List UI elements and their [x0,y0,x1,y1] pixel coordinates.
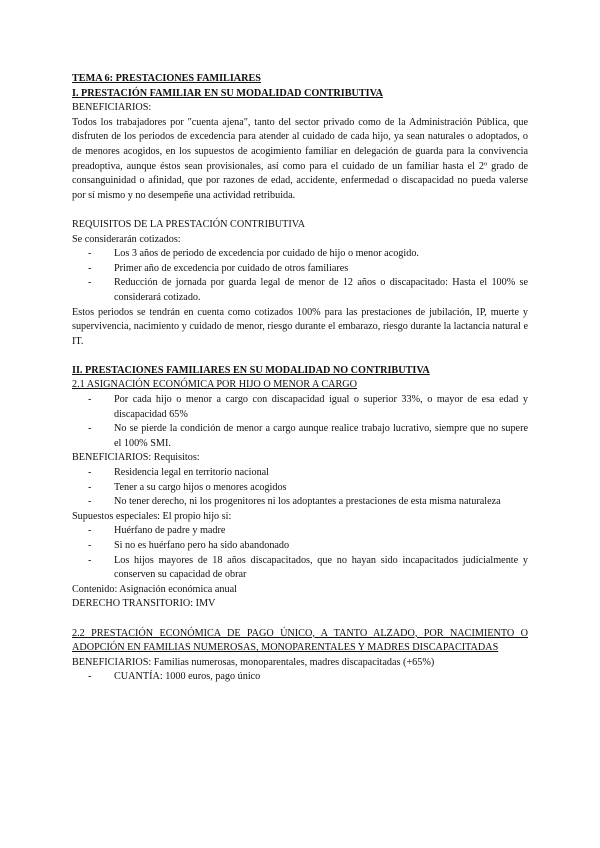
subsection-2-1-list [72,393,528,451]
list-item: - No tener derecho, ni los progenitores ni los adoptantes a prestaciones de esta misma naturaleza [88,496,501,508]
requirements-heading: REQUISITOS DE LA PRESTACIÓN CONTRIBUTIVA [72,218,306,230]
content-line: Contenido: Asignación económica anual [72,583,237,595]
beneficiaries-label: BENEFICIARIOS: [72,102,152,114]
subsection-2-2-heading: 2.2 PRESTACIÓN ECONÓMICA DE PAGO ÚNICO, A TANTO ALZADO, POR NACIMIENTO O ADOPCIÓN EN FAMILIAS NUMEROSAS, MONOPARENTALES Y MADRES DISCAPACITADAS [72,627,528,654]
subsection-2-2-beneficiaries: BENEFICIARIOS: Familias numerosas, monoparentales, madres discapacitadas (+65%) [72,656,435,668]
subsection-2-1-heading: 2.1 ASIGNACIÓN ECONÓMICA POR HIJO O MENOR A CARGO [72,379,357,391]
list-item: - Huérfano de padre y madre [88,525,226,537]
beneficiaries-requirements-list [72,466,528,510]
beneficiaries-requirements-label: BENEFICIARIOS: Requisitos: [72,452,200,464]
transitory-line: DERECHO TRANSITORIO: IMV [72,598,216,610]
document-page [72,72,528,685]
list-item: - Primer año de excedencia por cuidado de otros familiares [88,262,349,274]
document-title: TEMA 6: PRESTACIONES FAMILIARES [72,73,261,84]
list-item: - Los 3 años de periodo de excedencia por cuidado de hijo o menor acogido. [88,248,419,260]
list-item: - CUANTÍA: 1000 euros, pago único [88,671,261,683]
section-1-heading: I. PRESTACIÓN FAMILIAR EN SU MODALIDAD CONTRIBUTIVA [72,87,384,99]
requirements-list [72,247,528,305]
requirements-note: Estos periodos se tendrán en cuenta como cotizados 100% para las prestaciones de jubilación, IP, muerte y supervivencia, nacimiento y cuidado de menor, riesgo durante el embarazo, riesgo durante la lactancia natural e IT. [72,306,528,347]
subsection-2-2-list [72,670,528,685]
list-item: - Tener a su cargo hijos o menores acogidos [88,481,287,493]
special-cases-list [72,524,528,582]
section-2-heading: II. PRESTACIONES FAMILIARES EN SU MODALIDAD NO CONTRIBUTIVA [72,364,430,376]
special-cases-label: Supuestos especiales: El propio hijo si: [72,510,232,522]
list-item: - Por cada hijo o menor a cargo con discapacidad igual o superior 33%, o mayor de esa edad y discapacidad 65% [88,394,528,420]
list-item: - Residencia legal en territorio nacional [88,467,270,479]
list-item: - Los hijos mayores de 18 años discapacitados, que no hayan sido incapacitados judicialmente y conserven su capacidad de obrar [88,554,528,581]
list-item: - Reducción de jornada por guarda legal de menor de 12 años o discapacitado: Hasta el 100% se considerará cotizado. [88,277,528,303]
beneficiaries-text: Todos los trabajadores por "cuenta ajena", tanto del sector privado como de la Administración Pública, que disfruten de los periodos de excedencia para atender al cuidado de cada hijo, ya sean naturales o adoptados, o de menores acogidos, en los supuestos de acogimiento familiar en delegación de guarda para la convivencia preadoptiva, aunque éstos sean provisionales, así como para el cuidado de un familiar hasta el 2º grado de consanguinidad o afinidad, que por razones de edad, accidente, enfermedad o discapacidad no pueda valerse por sí mismo y no desempeñe una actividad retribuida. [72,116,528,201]
requirements-intro: Se considerarán cotizados: [72,233,181,245]
list-item: - Si no es huérfano pero ha sido abandonado [88,540,290,551]
list-item: - No se pierde la condición de menor a cargo aunque realice trabajo lucrativo, siempre que no supere el 100% SMI. [88,423,528,449]
